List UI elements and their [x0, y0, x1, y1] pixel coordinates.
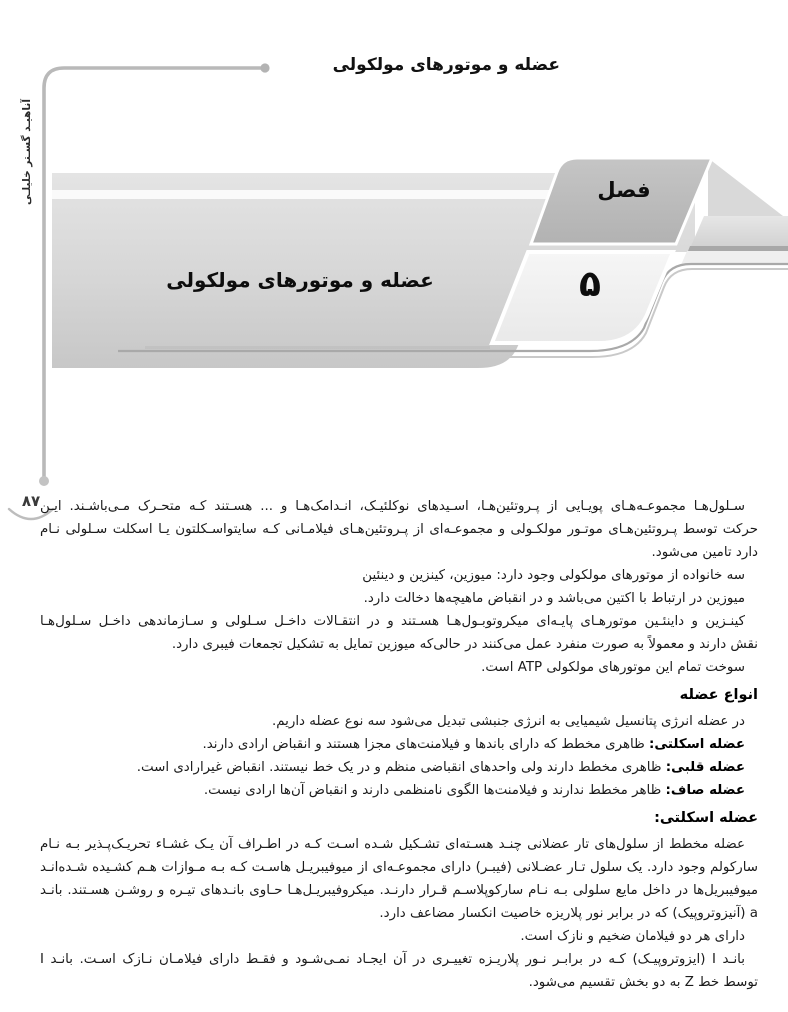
muscle-type-text: ظاهر مخطط ندارند و فیلامنت‌ها الگوی نامنظمی دارند و انقباض آن‌ها ارادی نیست.: [203, 783, 666, 798]
paragraph: [40, 925, 758, 948]
paragraph-line: سوخت تمام این موتورهای مولکولی ATP است.: [481, 660, 745, 675]
running-title: عضله و موتورهای مولکولی: [332, 55, 560, 75]
banner-fold-triangle: [708, 158, 783, 216]
paragraph: [40, 495, 758, 564]
labeled-paragraph: [40, 733, 758, 756]
paragraph-line: کینـزین و داینئـین موتورهـای پایـه‌ای میکروتوبـول‌هـا هسـتند و در انتقـالات داخـل سـلولی و سـازماندهی داخـل سـلول‌هـا: [40, 614, 745, 629]
labeled-paragraph: [40, 756, 758, 779]
section-heading: عضله اسکلتی:: [654, 810, 758, 826]
paragraph-line: در عضله انرژی پتانسیل شیمیایی به انرژی جنبشی تبدیل می‌شود سه نوع عضله داریم.: [271, 714, 745, 729]
paragraph-line: میوزین در ارتباط با اکتین می‌باشد و در انقباض ماهیچه‌ها دخالت دارد.: [363, 591, 745, 606]
paragraph-line: سه خانواده از موتورهای مولکولی وجود دارد: میوزین، کینزین و دینئین: [362, 568, 745, 583]
paragraph-line: دارای هر دو فیلامان ضخیم و نازک است.: [520, 929, 745, 944]
paragraph: [40, 610, 758, 656]
paragraph-line: سارکولم وجود دارد. یک سلول تـار عضـلانی (فیبـر) دارای مجموعـه‌ای از میوفیبریـل هاسـت کـه بـه مـوازات هـم کشـیده شـده‌انـد: [40, 860, 758, 875]
muscle-type-text: ظاهری مخطط دارند ولی واحدهای انقباضی منظم و در یک خط نیستند. انقباض غیرارادی است.: [136, 760, 666, 775]
paragraph-line: سـلول‌هـا مجموعـه‌هـای پویـایی از پـروتئین‌هـا، اسـیدهای نوکلئیـک، انـدامک‌هـا و ... هسـتند کـه متحـرک مـی‌باشـند. ایـن: [40, 499, 745, 514]
paragraph: [40, 948, 758, 994]
paragraph-line: دارد تامین می‌شود.: [651, 545, 758, 560]
body-text: [40, 495, 758, 994]
muscle-type-text: ظاهری مخطط که دارای باندها و فیلامنت‌های مجزا هستند و انقباض ارادی دارند.: [202, 737, 650, 752]
paragraph-line: عضله مخطط از سلول‌های تار عضلانی چنـد هسـته‌ای تشـکیل شـده اسـت کـه در اطـراف آن یـک غشـاء تحریـک‌پـذیر بـه نـام: [40, 837, 745, 852]
paragraph: [40, 656, 758, 679]
paragraph-line: نقش دارند و معمولاً به صورت منفرد عمل می‌کنند در حالی‌که میوزین تمایل به تشکیل تجمعات فیبری دارد.: [171, 637, 758, 652]
header-line-dot: [260, 63, 269, 72]
chapter-word: فصل: [597, 178, 651, 202]
muscle-type-label: عضله قلبی:: [665, 760, 745, 775]
page-number: ۸۷: [21, 492, 41, 510]
chapter-banner-title: عضله و موتورهای مولکولی: [166, 268, 434, 292]
paragraph: [40, 587, 758, 610]
muscle-type-label: عضله اسکلتی:: [649, 737, 745, 752]
labeled-paragraph: [40, 779, 758, 802]
paragraph: [40, 564, 758, 587]
paragraph-line: حرکت توسط پـروتئین‌هـای موتـور مولکـولی و مجموعـه‌ای از پـروتئین‌هـای فیلامـانی کـه سایتواسـکلتون یـا اسکلت سـلولی نـام: [40, 522, 758, 537]
paragraph: [40, 833, 758, 925]
banner-inner-line: [145, 346, 490, 349]
muscle-type-label: عضله صاف:: [665, 783, 745, 798]
publisher-watermark: آناهیـد گسـتر خلیلـی: [21, 99, 33, 205]
paragraph-line: میوفیبریل‌ها در داخل مایع سلولی بـه نـام سارکوپلاسـم قـرار دارنـد. میکروفیبریـل‌هـا حـاوی بانـدهای تیـره و روشـن هسـتند. بانـد: [40, 883, 758, 898]
paragraph-line: توسط خط Z به دو بخش تقسیم می‌شود.: [528, 975, 758, 990]
rail-end-dot: [39, 476, 49, 486]
banner-right-upper-strip: [691, 216, 788, 246]
paragraph-line: a (آنیزوتروپیک) که در برابر نور پلاریزه خاصیت انکسار مضاعف دارد.: [379, 906, 758, 921]
chapter-number: ۵: [579, 264, 601, 305]
paragraph-line: بانـد I (ایزوتروپیـک) کـه در برابـر نـور پلاریـزه تغییـری در آن ایجـاد نمـی‌شـود و فقـط دارای فیلامـان نـازک اسـت. بانـد I: [40, 952, 745, 967]
section-heading: انواع عضله: [679, 687, 758, 703]
banner-right-dark-line: [688, 246, 788, 251]
paragraph: [40, 710, 758, 733]
